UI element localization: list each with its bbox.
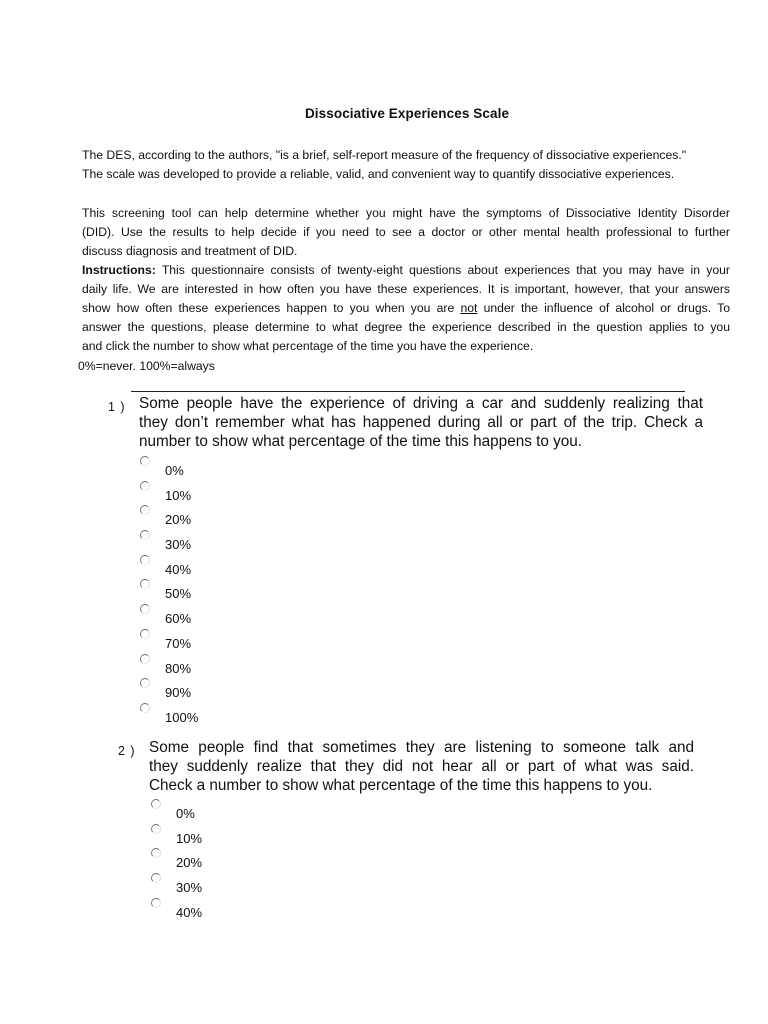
option-label[interactable]: 30% — [165, 537, 192, 553]
radio-button-icon[interactable] — [140, 505, 150, 515]
radio-button-icon[interactable] — [140, 678, 150, 688]
divider — [131, 391, 685, 392]
option-label[interactable]: 10% — [176, 830, 203, 846]
option-label[interactable]: 0% — [165, 463, 184, 478]
option-label[interactable]: 20% — [165, 512, 192, 528]
screening-line-2: (DID). Use the results to help decide if you need to see a doctor or other mental health professional to further — [82, 225, 730, 239]
radio-button-icon[interactable] — [151, 848, 161, 858]
question-number: 1 ) — [108, 400, 126, 414]
question-text — [149, 738, 694, 795]
document-title: Dissociative Experiences Scale — [304, 106, 510, 121]
question-text-line: number to show what percentage of the time this happens to you. — [139, 433, 583, 450]
option-label[interactable]: 60% — [165, 611, 192, 627]
radio-button-icon[interactable] — [151, 873, 161, 883]
option-label[interactable]: 100% — [165, 709, 199, 725]
radio-button-icon[interactable] — [140, 703, 150, 713]
emphasis-not: not — [460, 301, 478, 315]
radio-button-icon[interactable] — [140, 629, 150, 639]
question-number: 2 ) — [118, 744, 136, 758]
option-label[interactable]: 20% — [176, 855, 203, 871]
option-label[interactable]: 80% — [165, 660, 192, 676]
question-text-line: Some people have the experience of driving a car and suddenly realizing that — [139, 395, 703, 412]
intro-paragraph — [82, 146, 730, 184]
option-label[interactable]: 70% — [165, 635, 192, 651]
radio-button-icon[interactable] — [140, 555, 150, 565]
radio-button-icon[interactable] — [140, 579, 150, 589]
screening-line-3: discuss diagnosis and treatment of DID. — [82, 244, 298, 258]
instructions-paragraph — [82, 261, 730, 356]
option-label[interactable]: 10% — [165, 487, 192, 503]
question-text — [139, 394, 703, 451]
instructions-line-1 — [82, 261, 730, 280]
radio-button-icon[interactable] — [151, 898, 161, 908]
question-text-line: Check a number to show what percentage of the time this happens to you. — [149, 777, 653, 794]
radio-button-icon[interactable] — [151, 824, 161, 834]
radio-button-icon[interactable] — [151, 799, 161, 809]
instructions-line-1-text: This questionnaire consists of twenty-eight questions about experiences that you may have in your — [155, 263, 730, 277]
screening-paragraph — [82, 204, 730, 261]
instructions-line-4: answer the questions, please determine to what degree the experience described in the question applies to you — [82, 320, 730, 334]
radio-button-icon[interactable] — [140, 456, 150, 466]
radio-button-icon[interactable] — [140, 604, 150, 614]
intro-line-1: The DES, according to the authors, "is a brief, self-report measure of the frequency of dissociative experiences." — [82, 148, 687, 162]
instructions-line-3-pre: show how often these experiences happen to you when you are — [82, 301, 461, 315]
intro-line-2: The scale was developed to provide a reliable, valid, and convenient way to quantify dissociative experiences. — [82, 167, 675, 181]
option-label[interactable]: 90% — [165, 685, 192, 701]
instructions-line-3-post: under the influence of alcohol or drugs. To — [477, 301, 730, 315]
instructions-line-5: and click the number to show what percentage of the time you have the experience. — [82, 339, 534, 353]
question-text-line: Some people find that sometimes they are listening to someone talk and — [149, 739, 694, 756]
question-text-line: they suddenly realize that they did not hear all or part of what was said. — [149, 758, 694, 775]
radio-button-icon[interactable] — [140, 481, 150, 491]
instructions-line-3 — [82, 299, 730, 318]
instructions-line-2: daily life. We are interested in how often you have these experiences. It is important, however, that your answers — [82, 282, 730, 296]
option-label[interactable]: 0% — [176, 806, 195, 821]
radio-button-icon[interactable] — [140, 530, 150, 540]
scale-note: 0%=never. 100%=always — [78, 359, 215, 373]
radio-button-icon[interactable] — [140, 654, 150, 664]
option-label[interactable]: 30% — [176, 880, 203, 896]
option-label[interactable]: 40% — [165, 561, 192, 577]
option-label[interactable]: 50% — [165, 586, 192, 602]
instructions-label: Instructions: — [82, 263, 156, 277]
screening-line-1: This screening tool can help determine whether you might have the symptoms of Dissociative Identity Disorder — [82, 206, 730, 220]
option-label[interactable]: 40% — [176, 904, 203, 920]
question-text-line: they don’t remember what has happened during all or part of the trip. Check a — [139, 414, 703, 431]
